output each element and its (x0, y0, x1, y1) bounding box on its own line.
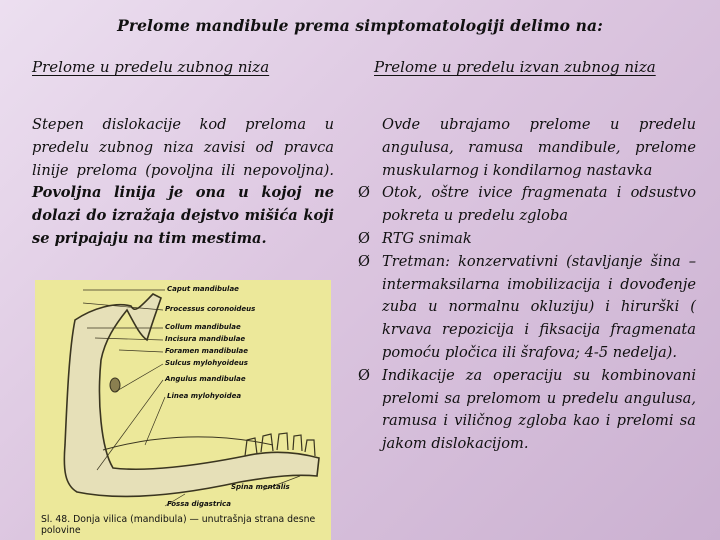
bullet-item (358, 251, 696, 365)
left-paragraph-normal: Stepen dislokacije kod preloma u predelu zubnog niza zavisi od pravca linije preloma (povoljna ili nepovoljna). (32, 116, 334, 179)
label-caput: Caput mandibulae (167, 285, 239, 293)
mylohyoid-line (103, 437, 273, 450)
left-paragraph (32, 114, 334, 251)
left-paragraph-bold: Povoljna linija je ona u kojoj ne dolazi do izražaja dejstvo mišića koji se pripajaju na tim mestima. (32, 184, 334, 247)
left-column-heading: Prelome u predelu zubnog niza (32, 58, 270, 76)
bullet-text: Indikacije za operaciju su kombinovani prelomi sa prelomom u predelu angulusa, ramusa i viličnog zgloba kao i prelomi sa jakom dislokacijom. (382, 366, 696, 453)
right-column-heading: Prelome u predelu izvan zubnog niza (374, 58, 656, 76)
label-processus: Processus coronoideus (165, 305, 256, 313)
right-intro: Ovde ubrajamo prelome u predelu angulusa, ramusa mandibule, prelome muskularnog i kondilarnog nastavka (382, 116, 696, 179)
bullet-text: Otok, oštre ivice fragmenata i odsustvo pokreta u predelu zgloba (382, 184, 696, 225)
label-sulcus: Sulcus mylohyoideus (165, 359, 248, 367)
bullet-text: Tretman: konzervativni (stavljanje šina – intermaksilarna imobilizacija i dovođenje zuba u normalnu okluziju) i hirurški ( krvava repozicija i fiksacija fragmenata pomoću pločica ili šrafova; 4-5 nedelja). (382, 252, 696, 361)
bullet-item (358, 228, 696, 251)
arrow-bullet-icon: Ø (358, 229, 370, 247)
label-angulus: Angulus mandibulae (165, 375, 246, 383)
label-collum: Collum mandibulae (165, 323, 241, 331)
label-incisura: Incisura mandibulae (165, 335, 246, 343)
label-fossa: Fossa digastrica (167, 500, 231, 508)
arrow-bullet-icon: Ø (358, 184, 370, 202)
figure-caption: Sl. 48. Donja vilica (mandibula) — unutrašnja strana desne polovine (41, 514, 316, 536)
label-spina: Spina mentalis (231, 483, 290, 491)
bullet-item (358, 182, 696, 228)
mandible-illustration (35, 280, 331, 540)
arrow-bullet-icon: Ø (358, 252, 370, 270)
slide-title: Prelome mandibule prema simptomatologiji delimo na: (117, 16, 603, 35)
arrow-bullet-icon: Ø (358, 366, 370, 384)
label-linea: Linea mylohyoidea (167, 392, 242, 400)
right-column (358, 114, 696, 456)
bullet-text: RTG snimak (382, 229, 472, 247)
label-foramen: Foramen mandibulae (165, 347, 248, 355)
bullet-item (358, 365, 696, 456)
